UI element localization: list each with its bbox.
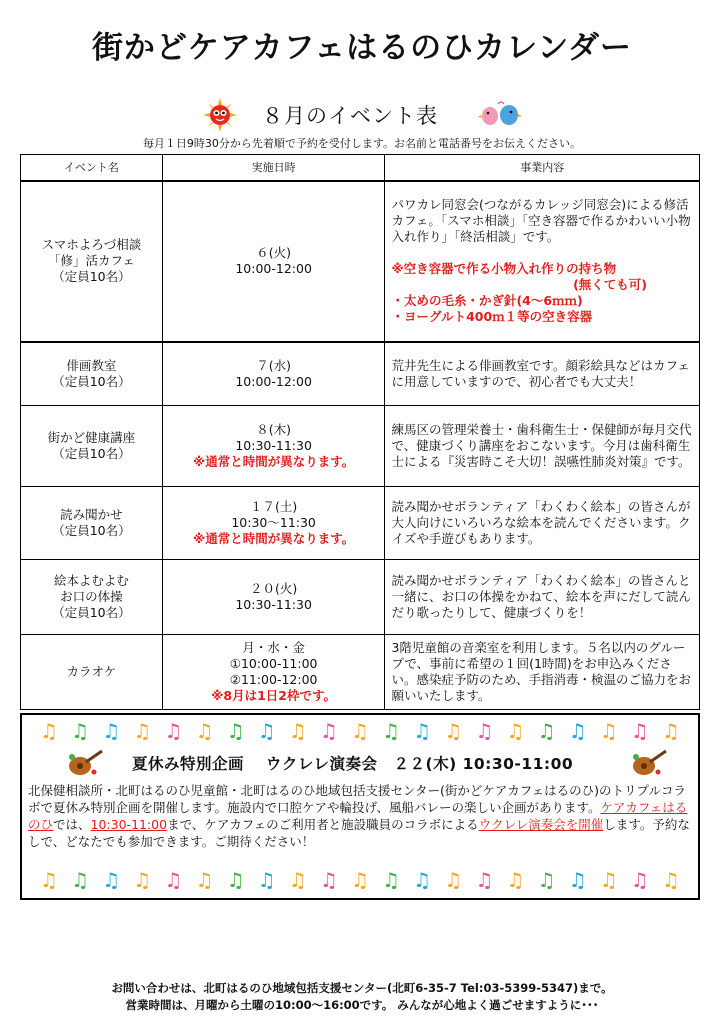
music-note-icon: ♫ bbox=[599, 719, 618, 743]
special-event-title: 夏休み特別企画 ウクレレ演奏会 ２２(木) 10:30-11:00 bbox=[132, 755, 574, 773]
event-date bbox=[162, 181, 385, 342]
music-note-icon: ♫ bbox=[350, 719, 369, 743]
music-note-icon: ♫ bbox=[382, 868, 400, 892]
sun-icon bbox=[203, 98, 237, 132]
event-description: 荒井先生による俳画教室です。顔彩絵具などはカフェに用意していますので、初心者でも大丈夫！ bbox=[391, 357, 690, 389]
music-note-icon: ♫ bbox=[133, 868, 152, 892]
footer bbox=[0, 980, 724, 1014]
birds-icon bbox=[478, 98, 522, 130]
event-name-line: お口の体操 bbox=[60, 589, 123, 604]
business-hours: 営業時間は、月曜から土曜の10:00～16:00です。 みんなが心地よく過ごせますように･･･ bbox=[125, 998, 599, 1012]
table-row bbox=[21, 560, 700, 635]
event-description: 練馬区の管理栄養士・歯科衛生士・保健師が毎月交代で、健康づくり講座をおこないます。今月は歯科衛生士による『災害時こそ大切！誤嚥性肺炎対策』です。 bbox=[391, 422, 692, 469]
table-row bbox=[21, 406, 700, 487]
table-row bbox=[21, 342, 700, 406]
ukulele-icon bbox=[66, 748, 104, 778]
time-change-note: ※通常と時間が異なります。 bbox=[193, 531, 355, 546]
music-note-icon: ♫ bbox=[195, 868, 214, 892]
contact-info: お問い合わせは、北町はるのひ地域包括支援センター(北町6-35-7 Tel:03-5399-5347)まで。 bbox=[111, 981, 613, 995]
event-time: 10:30～11:30 bbox=[231, 515, 316, 530]
music-note-icon: ♫ bbox=[382, 719, 400, 743]
event-content bbox=[385, 560, 700, 635]
music-note-icon: ♫ bbox=[475, 868, 494, 892]
event-content bbox=[385, 181, 700, 342]
event-content bbox=[385, 635, 700, 710]
event-name bbox=[21, 487, 163, 560]
special-highlight: ウクレレ演奏会を開催 bbox=[478, 817, 604, 832]
event-name-line: （定員10名） bbox=[52, 446, 131, 461]
music-note-icon: ♫ bbox=[102, 719, 121, 743]
special-text: まで、ケアカフェのご利用者と施設職員のコラボによる bbox=[167, 817, 479, 832]
event-day: ７(水) bbox=[256, 357, 291, 373]
event-description: 3階児童館の音楽室を利用します。５名以内のグループで、事前に希望の１回(1時間)をお申込みください。感染症予防のため、手指消毒・検温のご協力をお願いいたします。 bbox=[391, 640, 691, 703]
special-event-description bbox=[28, 782, 692, 850]
event-name bbox=[21, 342, 163, 406]
special-highlight: 10:30-11:00 bbox=[90, 817, 168, 832]
event-table bbox=[20, 154, 700, 710]
table-row bbox=[21, 181, 700, 342]
music-note-icon: ♫ bbox=[164, 719, 183, 743]
ukulele-icon bbox=[630, 748, 668, 778]
music-note-icon: ♫ bbox=[475, 719, 494, 743]
music-note-icon: ♫ bbox=[599, 868, 618, 892]
event-slot-1: ①10:00-11:00 bbox=[229, 656, 318, 671]
music-note-icon: ♫ bbox=[226, 868, 245, 892]
event-name-line: 俳画教室 bbox=[66, 357, 117, 373]
table-row bbox=[21, 635, 700, 710]
event-name bbox=[21, 406, 163, 487]
subheader bbox=[0, 94, 724, 134]
special-text: します。予約なしで、どなたでも参加できます。ご期待ください！ bbox=[28, 817, 690, 849]
header-date: 実施日時 bbox=[162, 155, 385, 181]
event-name-line: 読み聞かせ bbox=[60, 507, 123, 522]
event-day: １７(土) bbox=[249, 499, 298, 514]
music-note-icon: ♫ bbox=[195, 719, 214, 743]
table-header-row bbox=[21, 155, 700, 181]
event-name bbox=[21, 560, 163, 635]
music-note-icon: ♫ bbox=[102, 868, 121, 892]
music-note-icon: ♫ bbox=[319, 868, 338, 892]
event-name-line: 絵本よむよむ bbox=[53, 573, 129, 588]
event-name-line: 街かど健康講座 bbox=[47, 430, 136, 445]
item-container: ・ヨーグルト400ｍ１等の空き容器 bbox=[391, 309, 593, 324]
event-content bbox=[385, 487, 700, 560]
music-note-icon: ♫ bbox=[226, 719, 245, 743]
slot-note: ※8月は1日2枠です。 bbox=[211, 688, 336, 703]
header-event-name: イベント名 bbox=[21, 155, 163, 181]
special-event-box bbox=[20, 713, 700, 900]
music-note-icon: ♫ bbox=[630, 719, 649, 743]
music-note-icon: ♫ bbox=[444, 719, 463, 743]
music-note-icon: ♫ bbox=[71, 868, 90, 892]
event-time: 10:00-12:00 bbox=[235, 373, 312, 389]
event-description: 読み聞かせボランティア「わくわく絵本」の皆さんと一緒に、お口の体操をかねて、絵本を声にだして読んだり歌ったりして、健康づくりを！ bbox=[391, 573, 691, 620]
music-note-icon: ♫ bbox=[288, 868, 307, 892]
music-notes-border-top bbox=[40, 720, 680, 742]
event-day: 月・水・金 bbox=[242, 640, 305, 655]
header-content: 事業内容 bbox=[385, 155, 700, 181]
event-name-line: （定員10名） bbox=[52, 605, 131, 620]
event-day: ６(火) bbox=[256, 245, 291, 260]
event-content bbox=[385, 342, 700, 406]
event-name-line: （定員10名） bbox=[52, 373, 131, 389]
event-description: パワカレ同窓会(つながるカレッジ同窓会)による修活カフェ。「スマホ相談」「空き容器で作るかわいい小物入れ作り」「終活相談」です。 bbox=[391, 197, 691, 244]
music-note-icon: ♫ bbox=[71, 719, 90, 743]
items-optional-note: (無くても可) bbox=[573, 277, 647, 292]
event-name-line: 「修」活カフェ bbox=[47, 253, 135, 268]
item-yarn: ・太めの毛糸・かぎ針(4～6ｍｍ) bbox=[391, 293, 583, 308]
music-note-icon: ♫ bbox=[319, 719, 338, 743]
music-note-icon: ♫ bbox=[444, 868, 463, 892]
music-note-icon: ♫ bbox=[661, 868, 680, 892]
special-highlight: ケアカフェはるのひ bbox=[28, 800, 688, 832]
event-date bbox=[162, 635, 385, 710]
music-note-icon: ♫ bbox=[164, 868, 183, 892]
event-time: 10:30-11:30 bbox=[235, 438, 312, 453]
music-note-icon: ♫ bbox=[506, 719, 525, 743]
table-row bbox=[21, 487, 700, 560]
event-content bbox=[385, 406, 700, 487]
music-note-icon: ♫ bbox=[350, 868, 369, 892]
music-note-icon: ♫ bbox=[506, 868, 525, 892]
music-note-icon: ♫ bbox=[40, 868, 58, 892]
music-note-icon: ♫ bbox=[288, 719, 307, 743]
special-text: では、 bbox=[53, 817, 91, 832]
music-note-icon: ♫ bbox=[537, 868, 556, 892]
event-date bbox=[162, 487, 385, 560]
event-date bbox=[162, 560, 385, 635]
event-name-line: （定員10名） bbox=[52, 523, 131, 538]
event-date bbox=[162, 342, 385, 406]
music-note-icon: ♫ bbox=[568, 719, 587, 743]
music-note-icon: ♫ bbox=[40, 719, 58, 743]
music-note-icon: ♫ bbox=[413, 719, 432, 743]
music-note-icon: ♫ bbox=[133, 719, 152, 743]
event-name bbox=[21, 635, 163, 710]
music-note-icon: ♫ bbox=[568, 868, 587, 892]
event-name bbox=[21, 181, 163, 342]
time-change-note: ※通常と時間が異なります。 bbox=[193, 454, 355, 469]
event-name-line: カラオケ bbox=[66, 664, 117, 679]
event-date bbox=[162, 406, 385, 487]
music-note-icon: ♫ bbox=[413, 868, 432, 892]
event-time: 10:00-12:00 bbox=[235, 261, 312, 276]
event-slot-2: ②11:00-12:00 bbox=[229, 672, 318, 687]
special-event-header bbox=[22, 748, 698, 776]
music-notes-border-bottom bbox=[40, 869, 680, 891]
event-description: 読み聞かせボランティア「わくわく絵本」の皆さんが大人向けにいろいろな絵本を読んでくださいます。クイズや手遊びもあります。 bbox=[391, 499, 691, 546]
music-note-icon: ♫ bbox=[257, 868, 276, 892]
event-day: ８(木) bbox=[256, 422, 291, 437]
reservation-notice: 毎月１日9時30分から先着順で予約を受付します。お名前と電話番号をお伝えください。 bbox=[142, 137, 582, 150]
music-note-icon: ♫ bbox=[630, 868, 649, 892]
music-note-icon: ♫ bbox=[537, 719, 556, 743]
music-note-icon: ♫ bbox=[257, 719, 276, 743]
event-name-line: （定員10名） bbox=[52, 269, 131, 284]
special-text: 北保健相談所・北町はるのひ児童館・北町はるのひ地域包括支援センター(街かどケアカフェはるのひ)のトリプルコラボで夏休み特別企画を開催します。施設内で口腔ケアや輪投げ、風船バレーの楽しい企画があります。 bbox=[28, 783, 687, 815]
items-to-bring: ※空き容器で作る小物入れ作りの持ち物 bbox=[391, 261, 617, 276]
music-note-icon: ♫ bbox=[661, 719, 680, 743]
subtitle: ８月のイベント表 bbox=[262, 104, 438, 128]
page-title: 街かどケアカフェはるのひカレンダー bbox=[91, 30, 633, 66]
event-name-line: スマホよろづ相談 bbox=[41, 237, 142, 252]
event-day: ２０(火) bbox=[249, 581, 298, 596]
event-time: 10:30-11:30 bbox=[235, 597, 312, 612]
